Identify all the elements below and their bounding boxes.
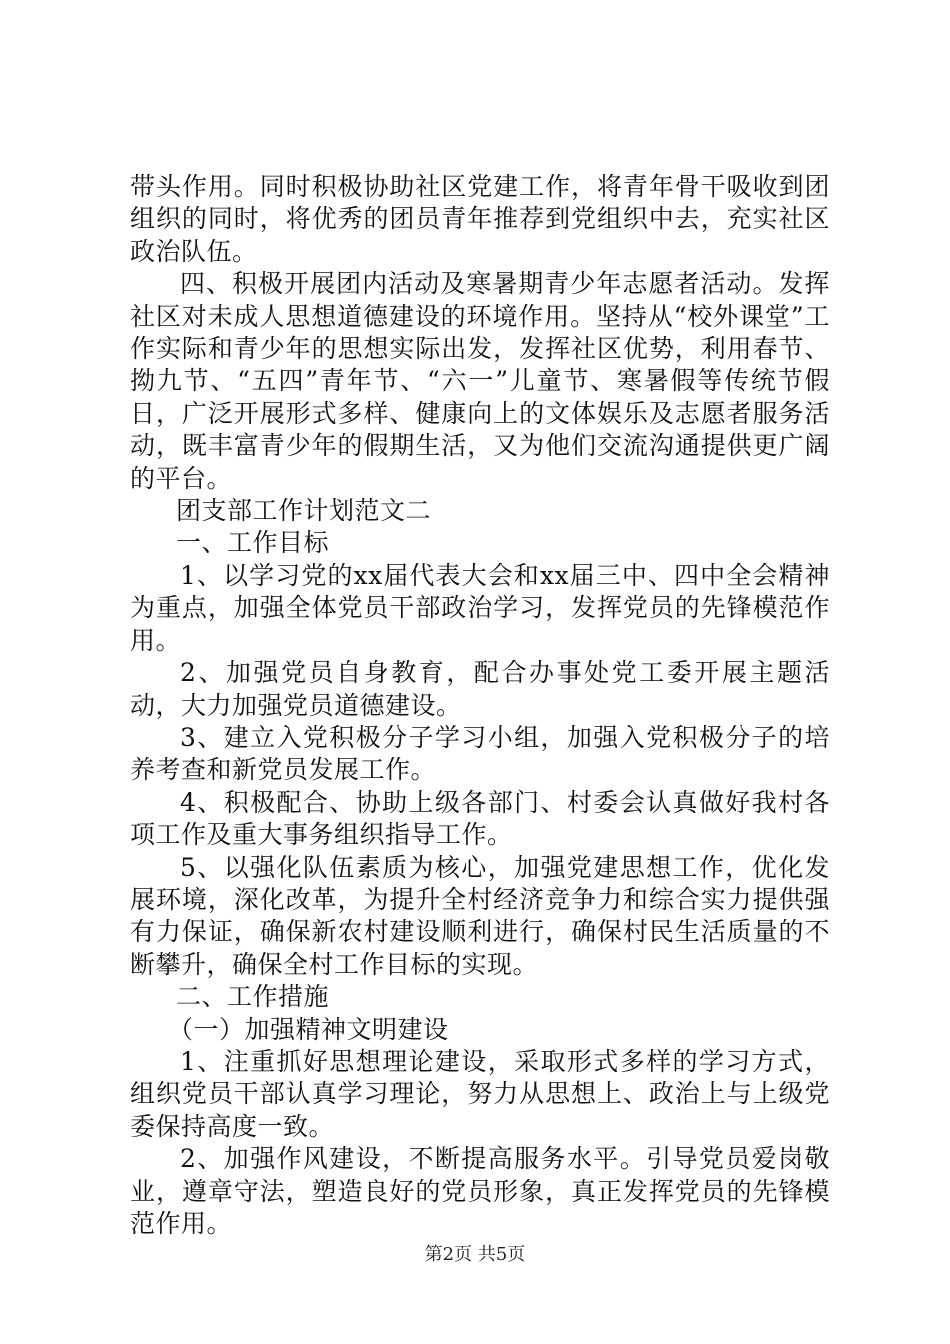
goal-item-5: 5、以强化队伍素质为核心，加强党建思想工作，优化发展环境，深化改革，为提升全村经济竞争力和综合实力提供强有力保证，确保新农村建设顺利进行，确保村民生活质量的不断攀升，确保全村工作目标的实现。: [130, 852, 830, 979]
measure-item-2: 2、加强作风建设，不断提高服务水平。引导党员爱岗敬业，遵章守法，塑造良好的党员形象，真正发挥党员的先锋模范作用。: [130, 1144, 830, 1238]
goal-item-4: 4、积极配合、协助上级各部门、村委会认真做好我村各项工作及重大事务组织指导工作。: [130, 787, 830, 850]
goal-item-3: 3、建立入党积极分子学习小组，加强入党积极分子的培养考查和新党员发展工作。: [130, 722, 830, 785]
document-body: [130, 171, 830, 1240]
section-heading-measures: 二、工作措施: [176, 982, 330, 1012]
document-heading: 团支部工作计划范文二: [176, 496, 432, 526]
measure-item-1: 1、注重抓好思想理论建设，采取形式多样的学习方式，组织党员干部认真学习理论，努力从思想上、政治上与上级党委保持高度一致。: [130, 1046, 830, 1141]
goal-item-1: 1、以学习党的xx届代表大会和xx届三中、四中全会精神为重点，加强全体党员干部政治学习，发挥党员的先锋模范作用。: [130, 560, 830, 655]
paragraph-section-four: 四、积极开展团内活动及寒暑期青少年志愿者活动。发挥社区对未成人思想道德建设的环境作用。坚持从“校外课堂”工作实际和青少年的思想实际出发，发挥社区优势，利用春节、拗九节、“五四”青年节、“六一”儿童节、寒暑假等传统节假日，广泛开展形式多样、健康向上的文体娱乐及志愿者服务活动，既丰富青少年的假期生活，又为他们交流沟通提供更广阔的平台。: [130, 269, 830, 493]
subsection-heading: （一）加强精神文明建设: [168, 1014, 449, 1044]
paragraph-continuation: 带头作用。同时积极协助社区党建工作，将青年骨干吸收到团组织的同时，将优秀的团员青年推荐到党组织中去，充实社区政治队伍。: [130, 172, 830, 266]
section-heading-goals: 一、工作目标: [176, 528, 330, 558]
goal-item-2: 2、加强党员自身教育，配合办事处党工委开展主题活动，大力加强党员道德建设。: [130, 658, 830, 720]
page-number-footer: 第2页 共5页: [424, 1244, 526, 1265]
